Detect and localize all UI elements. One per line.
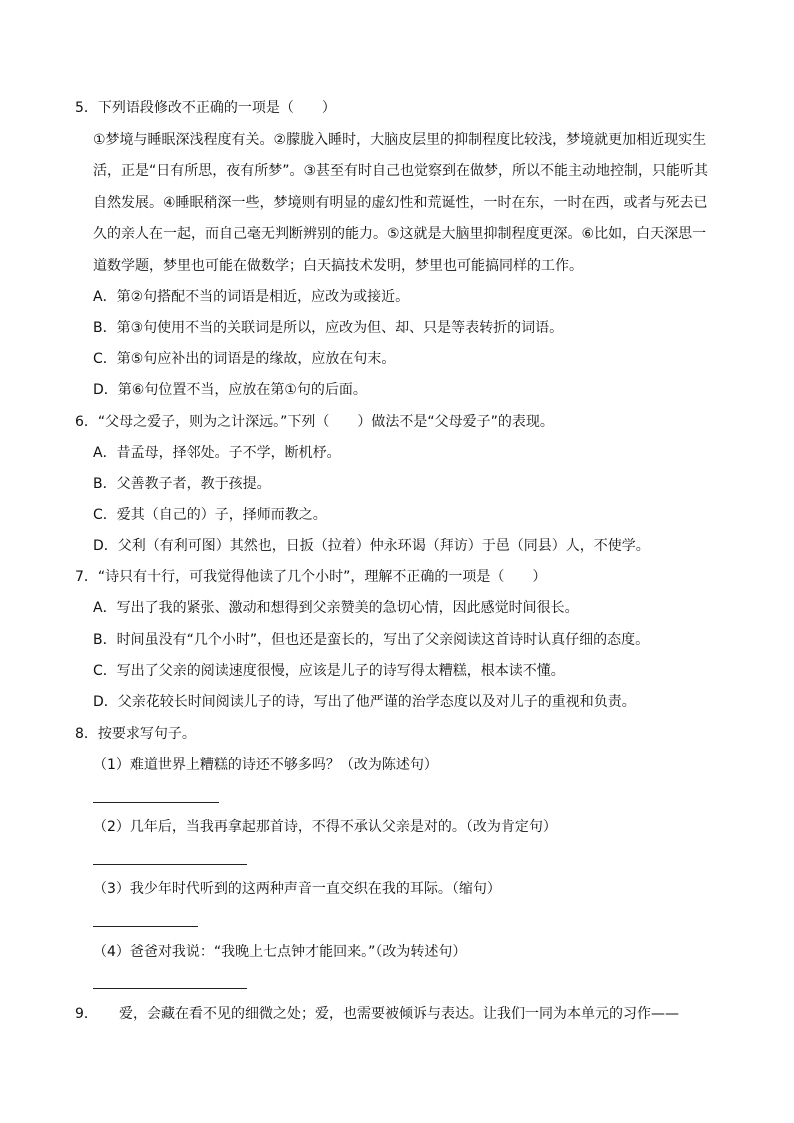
question-8-item-4: （4）爸爸对我说：“我晚上七点钟才能回来。”（改为转述句） <box>93 944 467 960</box>
question-6-option-a: A．昔孟母，择邻处。子不学，断机杼。 <box>93 445 341 461</box>
answer-line-3[interactable] <box>93 926 198 927</box>
question-5-passage-line: 久的亲人在一起，而自己毫无判断辨别的能力。⑤这就是大脑里抑制程度更深。⑥比如，白天深思一 <box>93 226 707 242</box>
question-8-item-1: （1）难道世界上糟糕的诗还不够多吗？（改为陈述句） <box>93 757 438 773</box>
question-5-passage-line: 活，正是“日有所思，夜有所梦”。③甚至有时自己也觉察到在做梦，所以不能主动地控制，只能听其 <box>93 163 709 179</box>
question-7-option-a: A．写出了我的紧张、激动和想得到父亲赞美的急切心情，因此感觉时间很长。 <box>93 600 579 616</box>
question-7-stem: 7．“诗只有十行，可我觉得他读了几个小时”，理解不正确的一项是（ ） <box>75 569 547 585</box>
question-6-option-b: B．父善教子者，教于孩提。 <box>93 476 271 492</box>
question-9-text: 爱，会藏在看不见的细微之处；爱，也需要被倾诉与表达。让我们一同为本单元的习作—— <box>119 1006 679 1022</box>
question-5-option-c: C．第⑤句应补出的词语是的缘故，应放在句末。 <box>93 351 396 367</box>
question-5-option-a: A．第②句搭配不当的词语是相近，应改为或接近。 <box>93 289 410 305</box>
question-6-option-d: D．父利（有利可图）其然也，日扳（拉着）仲永环谒（拜访）于邑（同县）人，不使学。 <box>93 538 650 554</box>
answer-line-1[interactable] <box>93 802 219 803</box>
question-8-stem: 8．按要求写句子。 <box>75 726 196 742</box>
question-5-option-b: B．第③句使用不当的关联词是所以，应改为但、却、只是等表转折的词语。 <box>93 320 564 336</box>
question-5-passage-line: ①梦境与睡眠深浅程度有关。②朦胧入睡时，大脑皮层里的抑制程度比较浅，梦境就更加相近现实生 <box>93 132 707 148</box>
question-9-number: 9． <box>75 1006 98 1022</box>
question-6-stem: 6．“父母之爱子，则为之计深远。”下列（ ）做法不是“父母爱子”的表现。 <box>75 414 554 430</box>
answer-line-2[interactable] <box>93 864 247 865</box>
question-5-option-d: D．第⑥句位置不当，应放在第①句的后面。 <box>93 382 367 398</box>
question-5-stem: 5．下列语段修改不正确的一项是（ ） <box>75 100 336 116</box>
question-5-passage-line: 道数学题，梦里也可能在做数学；白天搞技术发明，梦里也可能搞同样的工作。 <box>93 258 583 274</box>
question-8-item-2: （2）几年后，当我再拿起那首诗，不得不承认父亲是对的。（改为肯定句） <box>93 819 557 835</box>
question-5-passage-line: 自然发展。④睡眠稍深一些，梦境则有明显的虚幻性和荒诞性，一时在东，一时在西，或者与死去已 <box>93 195 708 211</box>
question-7-option-b: B．时间虽没有“几个小时”，但也还是蛮长的，写出了父亲阅读这首诗时认真仔细的态度。 <box>93 632 650 648</box>
question-7-option-c: C．写出了父亲的阅读速度很慢，应该是儿子的诗写得太糟糕，根本读不懂。 <box>93 663 565 679</box>
question-7-option-d: D．父亲花较长时间阅读儿子的诗，写出了他严谨的治学态度以及对儿子的重视和负责。 <box>93 694 636 710</box>
answer-line-4[interactable] <box>93 988 247 989</box>
question-6-option-c: C．爱其（自己的）子，择师而教之。 <box>93 507 327 523</box>
question-8-item-3: （3）我少年时代听到的这两种声音一直交织在我的耳际。（缩句） <box>93 881 501 897</box>
